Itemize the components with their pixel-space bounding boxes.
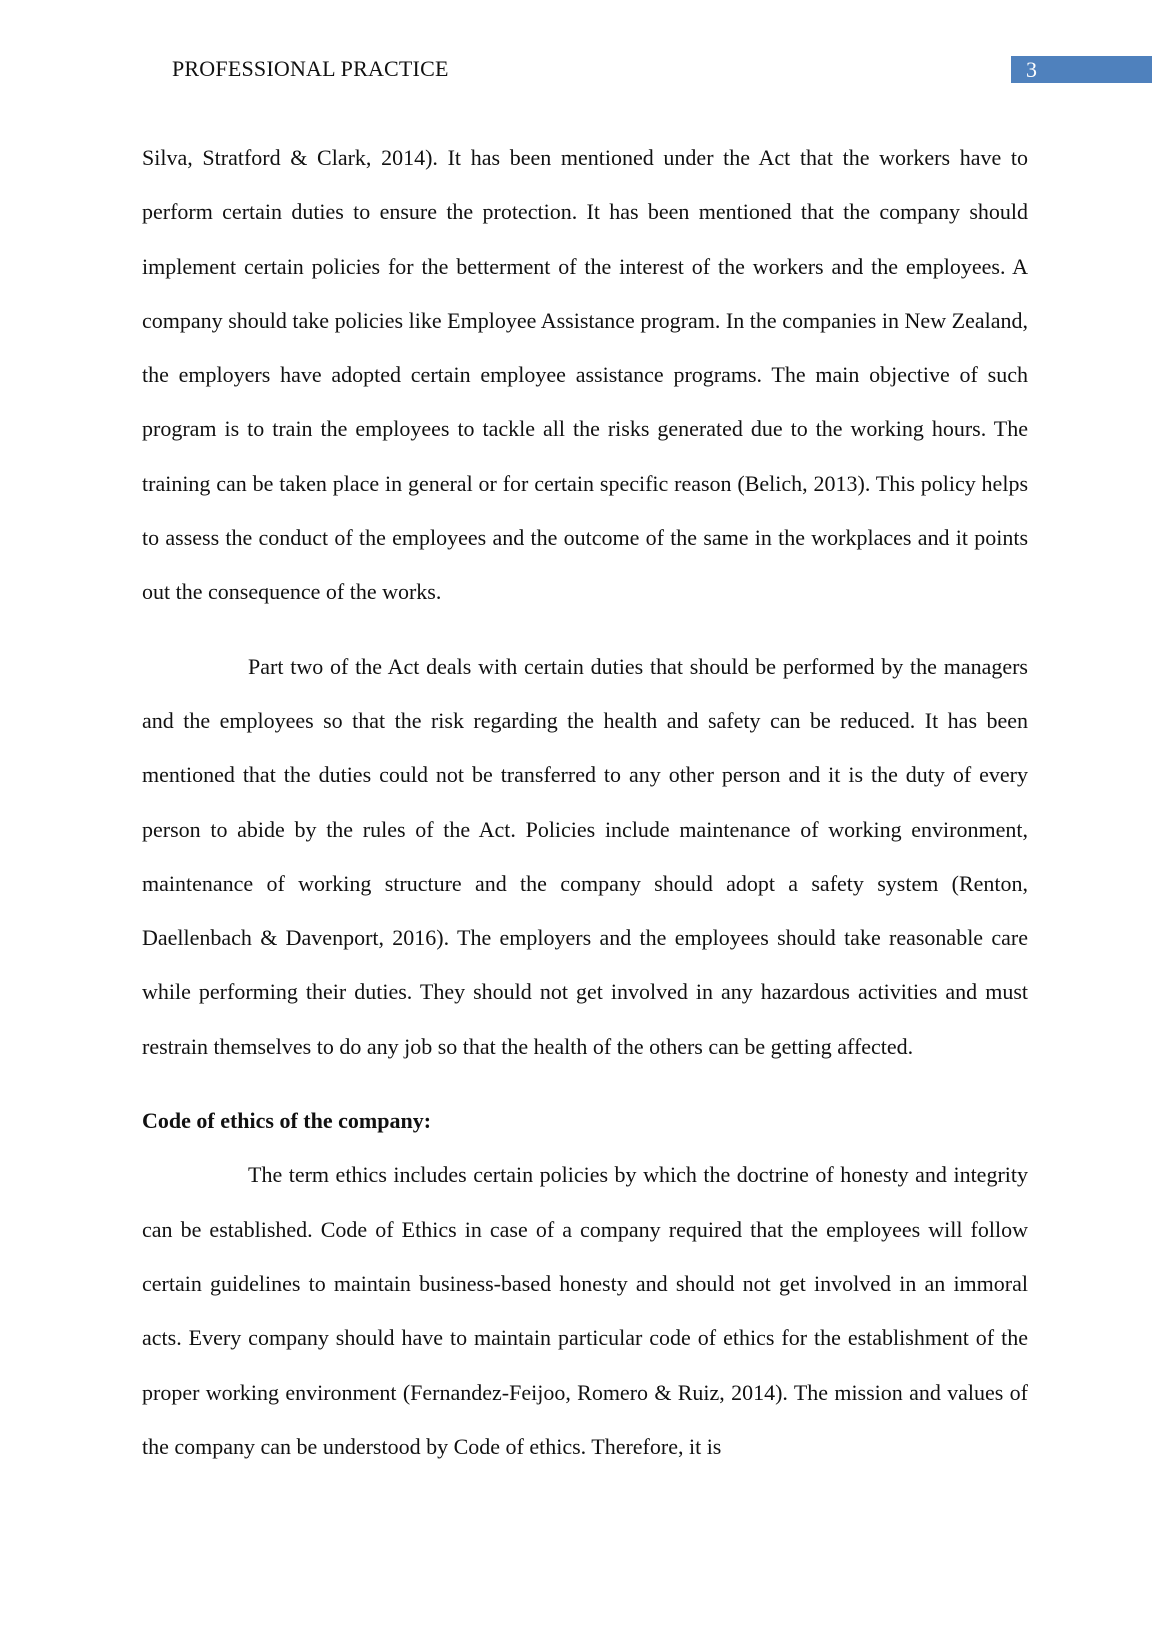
page-number: 3 (1026, 57, 1037, 82)
paragraph-gap (142, 620, 1028, 640)
section-heading: Code of ethics of the company: (142, 1108, 432, 1134)
running-head: PROFESSIONAL PRACTICE (172, 56, 449, 81)
paragraph-act-part-two: Part two of the Act deals with certain duties that should be performed by the managers and the employees so that the risk regarding the health and safety can be reduced. It has been mentioned that the duties could not be transferred to any other person and it is the duty of every person to abide by the rules of the Act. Policies include maintenance of working environment, maintenance of working structure and the company should adopt a safety system (Renton, Daellenbach & Davenport, 2016). The employers and the employees should take reasonable care while performing their duties. They should not get involved in any hazardous activities and must restrain themselves to do any job so that the health of the others can be getting affected. (142, 653, 1028, 1059)
paragraph-gap (142, 1074, 1028, 1094)
paragraph-continuation: Silva, Stratford & Clark, 2014). It has been mentioned under the Act that the workers have to perform certain duties to ensure the protection. It has been mentioned that the company should implement certain policies for the betterment of the interest of the workers and the employees. A company should take policies like Employee Assistance program. In the companies in New Zealand, the employers have adopted certain employee assistance programs. The main objective of such program is to train the employees to tackle all the risks generated due to the working hours. The training can be taken place in general or for certain specific reason (Belich, 2013). This policy helps to assess the conduct of the employees and the outcome of the same in the workplaces and it points out the consequence of the works. (142, 145, 1028, 605)
paragraph-code-of-ethics: The term ethics includes certain policies by which the doctrine of honesty and integrity can be established. Code of Ethics in case of a company required that the employees will follow certain guidelines to maintain business-based honesty and should not get involved in an immoral acts. Every company should have to maintain particular code of ethics for the establishment of the proper working environment (Fernandez-Feijoo, Romero & Ruiz, 2014). The mission and values of the company can be understood by Code of ethics. Therefore, it is (142, 1162, 1028, 1459)
page-number-box (1011, 56, 1152, 83)
body-text (142, 131, 1028, 1474)
